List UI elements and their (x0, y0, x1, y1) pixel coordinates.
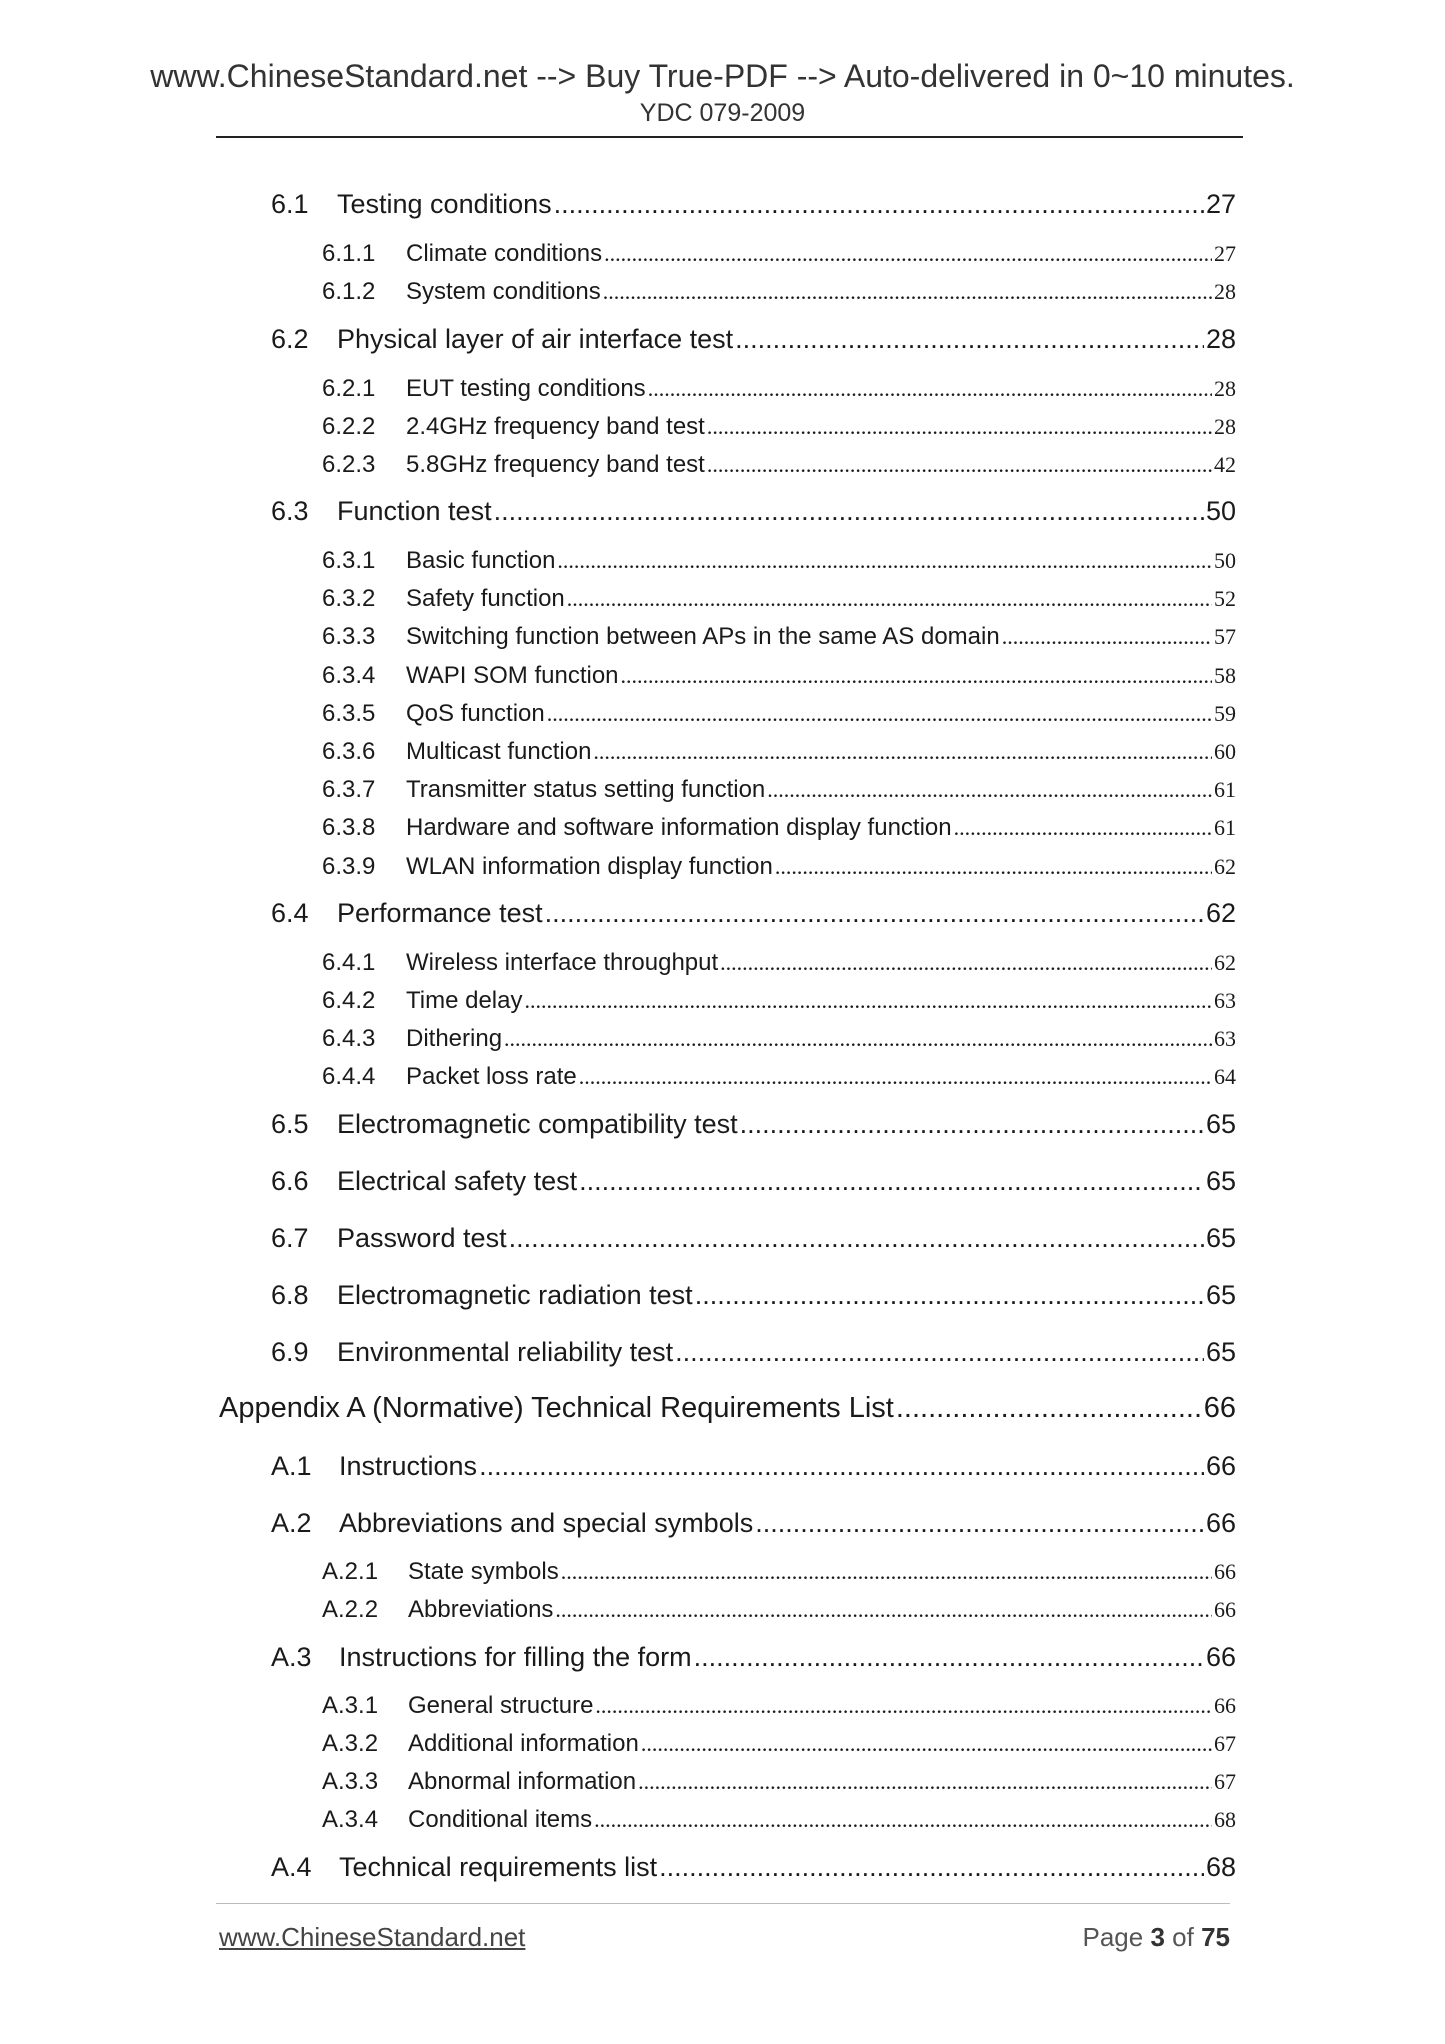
toc-leader-dots (694, 1642, 1204, 1673)
toc-leader-dots (707, 452, 1212, 478)
toc-entry[interactable] (322, 623, 1236, 651)
toc-leader-dots (579, 1064, 1212, 1090)
toc-number: 6.1.1 (322, 240, 376, 267)
toc-entry[interactable] (271, 898, 1236, 929)
toc-number: 6.3 (271, 496, 309, 526)
toc-page-number: 62 (1214, 950, 1236, 975)
toc-leader-dots (695, 1280, 1204, 1311)
toc-title: Instructions (339, 1451, 478, 1481)
toc-page-number: 66 (1205, 1642, 1236, 1672)
toc-number: 6.3.1 (322, 547, 376, 574)
toc-leader-dots (720, 950, 1212, 976)
toc-title: Function test (337, 496, 492, 526)
toc-number: 6.7 (271, 1223, 309, 1253)
toc-entry[interactable] (322, 413, 1236, 441)
toc-leader-dots (547, 701, 1212, 727)
toc-title: WLAN information display function (406, 853, 773, 880)
toc-number: 6.6 (271, 1166, 309, 1196)
toc-page-number: 67 (1214, 1769, 1236, 1794)
toc-title: EUT testing conditions (406, 375, 646, 402)
toc-leader-dots (524, 988, 1212, 1014)
toc-number: 6.4.2 (322, 987, 376, 1014)
toc-title: Testing conditions (337, 189, 552, 219)
toc-title: Wireless interface throughput (406, 949, 719, 976)
toc-number: 6.4 (271, 898, 309, 928)
toc-leader-dots (561, 1559, 1212, 1585)
doc-code: YDC 079-2009 (639, 99, 806, 127)
toc-entry[interactable] (322, 240, 1236, 268)
toc-leader-dots (567, 586, 1212, 612)
toc-title: Packet loss rate (406, 1063, 577, 1090)
toc-number: 6.3.9 (322, 853, 376, 880)
toc-page-number: 63 (1214, 988, 1236, 1013)
toc-entry[interactable] (271, 1109, 1236, 1140)
toc-title: Technical requirements list (339, 1852, 658, 1882)
header-banner[interactable]: www.ChineseStandard.net --> Buy True-PDF --> Auto-delivered in 0~10 minutes. (150, 58, 1295, 94)
toc-page-number: 50 (1214, 548, 1236, 573)
toc-leader-dots (554, 189, 1204, 220)
toc-page-number: 42 (1214, 452, 1236, 477)
toc-title: Physical layer of air interface test (337, 324, 734, 354)
toc-number: 6.3.3 (322, 623, 376, 650)
page-total: 75 (1201, 1922, 1230, 1952)
toc-number: 6.5 (271, 1109, 309, 1139)
toc-entry[interactable] (271, 1166, 1236, 1197)
toc-number: 6.3.6 (322, 738, 376, 765)
toc-number: 6.1.2 (322, 278, 376, 305)
toc-number: A.3.3 (322, 1768, 379, 1795)
toc-number: 6.2.3 (322, 451, 376, 478)
toc-title: Basic function (406, 547, 556, 574)
toc-leader-dots (594, 1807, 1212, 1833)
toc-page-number: 66 (1214, 1693, 1236, 1718)
toc-leader-dots (595, 1693, 1212, 1719)
toc-leader-dots (603, 279, 1212, 305)
toc-entry[interactable] (322, 949, 1236, 977)
toc-number: A.3.4 (322, 1806, 379, 1833)
toc-title: Electrical safety test (337, 1166, 578, 1196)
toc-leader-dots (579, 1166, 1204, 1197)
toc-number: 6.2.1 (322, 375, 376, 402)
toc-page-number: 52 (1214, 586, 1236, 611)
toc-page-number: 28 (1205, 324, 1236, 354)
page-of: of (1172, 1922, 1194, 1952)
toc-number: 6.3.5 (322, 700, 376, 727)
toc-entry[interactable] (271, 1223, 1236, 1254)
toc-leader-dots (755, 1508, 1204, 1539)
page-prefix: Page (1082, 1922, 1144, 1952)
toc-number: A.2 (271, 1508, 312, 1538)
toc-entry[interactable] (322, 738, 1236, 766)
toc-entry[interactable] (322, 1730, 1236, 1758)
toc-page-number: 64 (1214, 1064, 1236, 1089)
footer-site-link[interactable]: www.ChineseStandard.net (219, 1922, 526, 1952)
toc-number: 6.9 (271, 1337, 309, 1367)
toc-page-number: 62 (1214, 854, 1236, 879)
toc-number: A.3.2 (322, 1730, 379, 1757)
toc-entry[interactable] (322, 700, 1236, 728)
toc-title: Switching function between APs in the same AS domain (406, 623, 1000, 650)
toc-page-number: 66 (1205, 1451, 1236, 1481)
toc-title: General structure (408, 1692, 594, 1719)
toc-page-number: 66 (1214, 1597, 1236, 1622)
toc-page-number: 28 (1214, 414, 1236, 439)
toc-entry[interactable] (322, 278, 1236, 306)
toc-title: Safety function (406, 585, 565, 612)
toc-title: 5.8GHz frequency band test (406, 451, 705, 478)
toc-number: 6.2.2 (322, 413, 376, 440)
toc-entry[interactable] (322, 853, 1236, 881)
toc-entry[interactable] (271, 324, 1236, 355)
toc-number: A.3.1 (322, 1692, 379, 1719)
toc-leader-dots (494, 496, 1204, 527)
toc-title: Hardware and software information display function (406, 814, 952, 841)
toc-page-number: 66 (1214, 1559, 1236, 1584)
toc-entry[interactable] (322, 1692, 1236, 1720)
toc-leader-dots (954, 815, 1212, 841)
toc-number: A.1 (271, 1451, 312, 1481)
toc-leader-dots (740, 1109, 1204, 1140)
footer-rule (216, 1903, 1230, 1904)
toc-entry[interactable] (322, 1063, 1236, 1091)
toc-title: Environmental reliability test (337, 1337, 674, 1367)
toc-number: 6.2 (271, 324, 309, 354)
toc-title: Conditional items (408, 1806, 593, 1833)
toc-title: Additional information (408, 1730, 639, 1757)
toc-entry[interactable] (322, 1768, 1236, 1796)
toc-entry[interactable] (322, 547, 1236, 575)
toc-entry[interactable] (271, 189, 1236, 220)
toc-title: 2.4GHz frequency band test (406, 413, 705, 440)
toc-page-number: 67 (1214, 1731, 1236, 1756)
toc-page-number: 65 (1205, 1280, 1236, 1310)
toc-page-number: 62 (1205, 898, 1236, 928)
toc-leader-dots (1002, 624, 1212, 650)
toc-leader-dots (504, 1026, 1212, 1052)
toc-leader-dots (621, 663, 1212, 689)
toc-number: 6.4.3 (322, 1025, 376, 1052)
toc-entry[interactable] (271, 1280, 1236, 1311)
toc-entry[interactable] (322, 814, 1236, 842)
toc-title: Electromagnetic radiation test (337, 1280, 693, 1310)
toc-page-number: 65 (1205, 1109, 1236, 1139)
toc-title: WAPI SOM function (406, 662, 619, 689)
toc-page-number: 65 (1205, 1223, 1236, 1253)
toc-number: 6.8 (271, 1280, 309, 1310)
toc-title: QoS function (406, 700, 545, 727)
toc-page-number: 60 (1214, 739, 1236, 764)
toc-title: State symbols (408, 1558, 559, 1585)
toc-leader-dots (638, 1769, 1212, 1795)
toc-page-number: 68 (1205, 1852, 1236, 1882)
toc-title: Abnormal information (408, 1768, 637, 1795)
toc-title: Instructions for filling the form (339, 1642, 692, 1672)
toc-entry[interactable] (219, 1392, 1236, 1425)
toc-leader-dots (735, 324, 1204, 355)
toc-entry[interactable] (322, 1806, 1236, 1834)
toc-page-number: 65 (1205, 1337, 1236, 1367)
toc-entry[interactable] (322, 1596, 1236, 1624)
toc-number: A.4 (271, 1852, 312, 1882)
toc-page-number: 50 (1205, 496, 1236, 526)
toc-leader-dots (593, 739, 1212, 765)
toc-page-number: 66 (1205, 1508, 1236, 1538)
toc-page-number: 28 (1214, 376, 1236, 401)
toc-title: Abbreviations (408, 1596, 554, 1623)
page-header (0, 58, 1445, 128)
toc-page-number: 61 (1214, 815, 1236, 840)
toc-entry[interactable] (322, 776, 1236, 804)
toc-number: A.2.2 (322, 1596, 379, 1623)
toc-leader-dots (479, 1451, 1204, 1482)
toc-title: Password test (337, 1223, 507, 1253)
toc-leader-dots (707, 414, 1212, 440)
toc-leader-dots (659, 1852, 1204, 1883)
toc-leader-dots (557, 548, 1212, 574)
toc-entry[interactable] (322, 987, 1236, 1015)
toc-page-number: 61 (1214, 777, 1236, 802)
toc-number: A.3 (271, 1642, 312, 1672)
toc-entry[interactable] (271, 1337, 1236, 1368)
toc-leader-dots (648, 376, 1212, 402)
toc-number: 6.3.7 (322, 776, 376, 803)
toc-leader-dots (545, 898, 1204, 929)
toc-number: 6.3.4 (322, 662, 376, 689)
toc-number: 6.3.8 (322, 814, 376, 841)
page-current: 3 (1150, 1922, 1165, 1952)
toc-entry[interactable] (271, 1451, 1236, 1482)
header-rule (216, 136, 1243, 138)
toc-entry[interactable] (271, 1852, 1236, 1883)
toc-leader-dots (555, 1597, 1212, 1623)
toc-title: System conditions (406, 278, 601, 305)
toc-leader-dots (775, 854, 1212, 880)
toc-entry[interactable] (271, 496, 1236, 527)
toc-page-number: 27 (1214, 241, 1236, 266)
toc-leader-dots (896, 1392, 1202, 1425)
toc-page-number: 59 (1214, 701, 1236, 726)
toc-page-number: 27 (1205, 189, 1236, 219)
page-number (1070, 1922, 1230, 1953)
toc-title: Time delay (406, 987, 523, 1014)
toc-title: Transmitter status setting function (406, 776, 766, 803)
toc-number: 6.4.4 (322, 1063, 376, 1090)
toc-leader-dots (509, 1223, 1204, 1254)
toc-page-number: 57 (1214, 624, 1236, 649)
toc-page-number: 63 (1214, 1026, 1236, 1051)
toc-title: Multicast function (406, 738, 592, 765)
toc-entry[interactable] (271, 1508, 1236, 1539)
toc-entry[interactable] (322, 451, 1236, 479)
toc-title: Climate conditions (406, 240, 603, 267)
toc-title: Electromagnetic compatibility test (337, 1109, 738, 1139)
toc-entry[interactable] (322, 662, 1236, 690)
toc-page-number: 58 (1214, 663, 1236, 688)
toc-title: Abbreviations and special symbols (339, 1508, 754, 1538)
toc-title: Appendix A (Normative) Technical Requirements List (219, 1392, 894, 1424)
toc-leader-dots (675, 1337, 1204, 1368)
toc-entry[interactable] (322, 375, 1236, 403)
toc-number: 6.1 (271, 189, 309, 219)
toc-leader-dots (767, 777, 1212, 803)
toc-title: Dithering (406, 1025, 503, 1052)
toc-leader-dots (604, 241, 1212, 267)
toc-leader-dots (641, 1731, 1212, 1757)
toc-entry[interactable] (271, 1642, 1236, 1673)
toc-number: 6.3.2 (322, 585, 376, 612)
toc-entry[interactable] (322, 1558, 1236, 1586)
toc-entry[interactable] (322, 1025, 1236, 1053)
toc-number: 6.4.1 (322, 949, 376, 976)
toc-page-number: 65 (1205, 1166, 1236, 1196)
toc-page-number: 68 (1214, 1807, 1236, 1832)
toc-title: Performance test (337, 898, 543, 928)
toc-number: A.2.1 (322, 1558, 379, 1585)
toc-entry[interactable] (322, 585, 1236, 613)
toc-page-number: 28 (1214, 279, 1236, 304)
toc-page-number: 66 (1203, 1392, 1236, 1424)
